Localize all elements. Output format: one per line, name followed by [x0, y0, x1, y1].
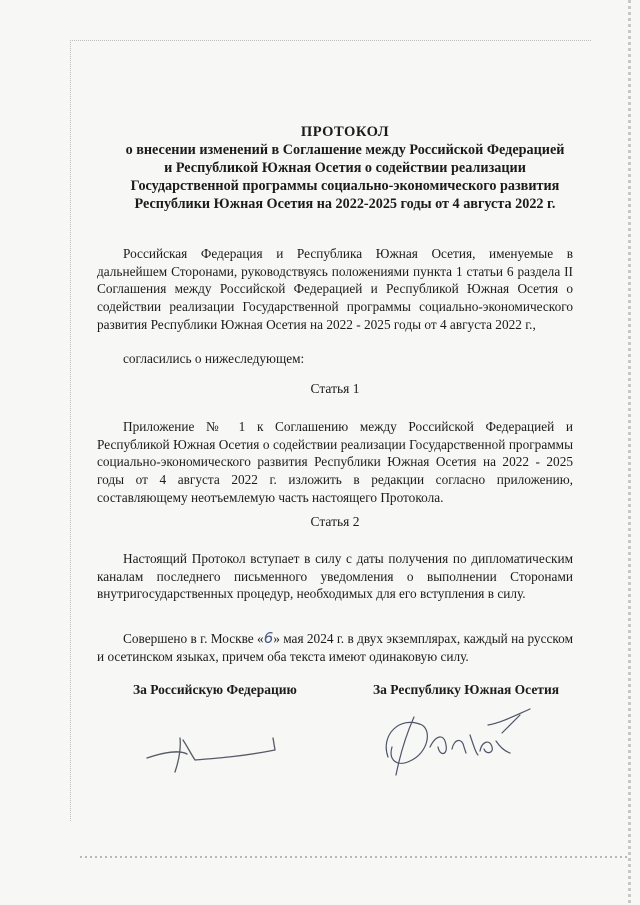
subtitle-line-3: Государственной программы социально-экономического развития	[130, 178, 560, 194]
article-1-heading: Статья 1	[310, 381, 360, 396]
article-1-text: Приложение № 1 к Соглашению между Российской Федерацией и Республикой Южная Осетия о содействии реализации Государственной программы социально-экономического развития Республики Южная Осетия на 2022 - 2025 годы от 4 августа 2022 г. изложить в редакции согласно приложению, составляющему неотъемлемую часть настоящего Протокола.	[97, 419, 573, 505]
document-title-block	[80, 123, 610, 213]
subtitle-line-1: о внесении изменений в Соглашение между Российской Федерацией	[125, 142, 565, 158]
subtitle-line-2: и Республикой Южная Осетия о содействии реализации	[164, 160, 526, 176]
subtitle-line-4: Республики Южная Осетия на 2022-2025 годы от 4 августа 2022 г.	[134, 196, 556, 212]
document-title: ПРОТОКОЛ	[300, 124, 390, 140]
done-prefix: Совершено в г. Москве «	[123, 631, 264, 646]
agreed-line: согласились о нижеследующем:	[123, 351, 305, 366]
done-suffix: » мая 2024 г. в двух экземплярах, каждый на русском и осетинском языках, причем оба текста имеют одинаковую силу.	[97, 631, 573, 664]
signature-left-label: За Российскую Федерацию	[133, 682, 297, 697]
scan-edge-bottom	[80, 856, 628, 858]
signature-left-image	[125, 720, 290, 780]
done-paragraph	[97, 630, 573, 665]
handwritten-day: 6	[263, 629, 274, 647]
preamble-paragraph: Российская Федерация и Республика Южная Осетия, именуемые в дальнейшем Сторонами, руководствуясь положениями пункта 1 статьи 6 раздела II Соглашения между Российской Федерацией и Республикой Южная Осетия о содействии реализации Государственной программы социально-экономического развития Республики Южная Осетия на 2022 - 2025 годы от 4 августа 2022 г.,	[97, 246, 573, 332]
article-2-heading: Статья 2	[310, 514, 360, 529]
scan-edge-right	[628, 0, 631, 905]
signature-right-image	[370, 695, 545, 785]
article-2-text: Настоящий Протокол вступает в силу с даты получения по дипломатическим каналам последнего письменного уведомления о выполнении Сторонами внутригосударственных процедур, необходимых для его вступления в силу.	[97, 551, 573, 602]
signature-right-label: За Республику Южная Осетия	[373, 682, 560, 697]
